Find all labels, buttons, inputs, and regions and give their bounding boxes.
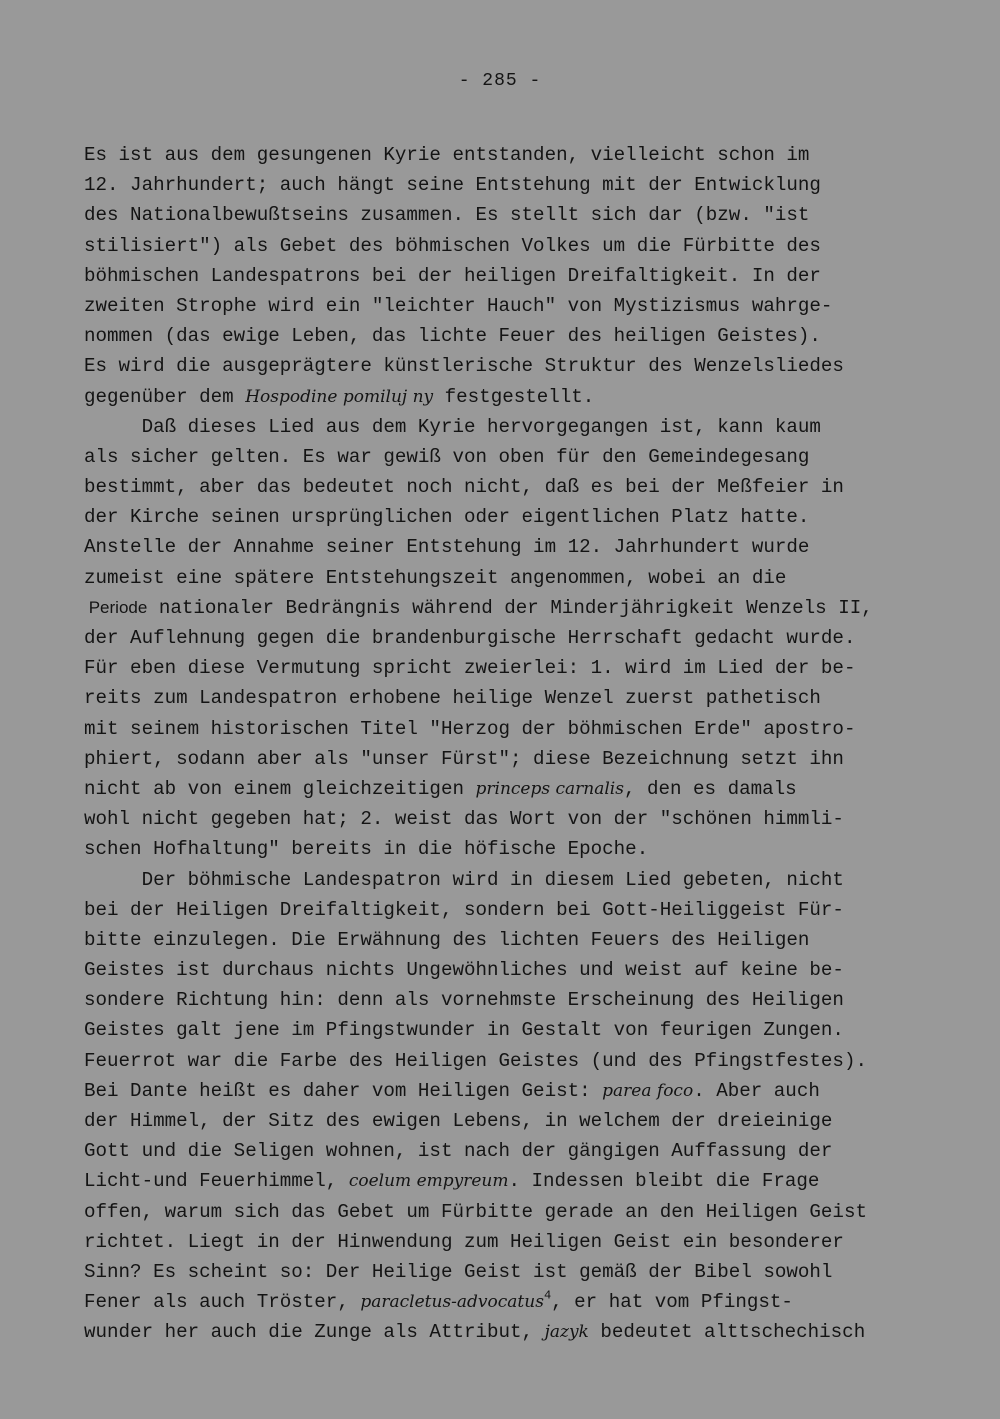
text-line [84,834,924,864]
text-segment: , er hat vom Pfingst- [551,1291,793,1314]
text-segment: der Himmel, der Sitz des ewigen Lebens, in welchem der dreieinige [84,1110,833,1132]
text-line [84,683,924,713]
text-line [84,261,924,291]
text-line [84,1227,924,1257]
text-line [84,895,924,925]
text-line [84,1046,924,1076]
text-line [84,593,924,623]
text-line [84,1106,924,1136]
text-segment: der Kirche seinen ursprünglichen oder eigentlichen Platz hatte. [84,506,810,529]
text-segment: nicht ab von einem gleichzeitigen [84,777,476,800]
text-segment: schen Hofhaltung" bereits in die höfische Epoche. [84,838,649,861]
text-line [84,231,924,261]
text-segment: 12. Jahrhundert; auch hängt seine Entstehung mit der Entwicklung [84,174,821,197]
text-segment: Es ist aus dem gesungenen Kyrie entstanden, vielleicht schon im [84,144,810,166]
text-segment: , den es damals [623,777,797,800]
text-line [84,1136,924,1166]
text-line [84,865,924,895]
text-segment: Licht-und Feuerhimmel, [84,1170,349,1193]
text-segment: festgestellt. [433,385,595,408]
italic-term: Hospodine pomiluj ny [245,386,434,407]
text-line [84,1317,924,1347]
text-segment: Der böhmische Landespatron wird in diesem Lied gebeten, nicht [84,868,844,891]
italic-term: paracletus-advocatus [360,1292,544,1313]
text-line [84,472,924,502]
text-segment: stilisiert") als Gebet des böhmischen Volkes um die Fürbitte des [84,234,821,257]
text-segment: Gott und die Seligen wohnen, ist nach der gängigen Auffassung der [84,1140,833,1163]
text-segment: Bei Dante heißt es daher vom Heiligen Geist: [84,1079,603,1102]
text-segment: zweiten Strophe wird ein "leichter Hauch" von Mystizismus wahrge- [84,294,833,317]
text-segment: bestimmt, aber das bedeutet noch nicht, daß es bei der Meßfeier in [84,476,844,499]
text-line [84,1015,924,1045]
text-segment: mit seinem historischen Titel "Herzog der böhmischen Erde" apostro- [84,717,856,740]
text-segment: bedeutet alttschechisch [588,1321,866,1344]
text-segment: Sinn? Es scheint so: Der Heilige Geist ist gemäß der Bibel sowohl [84,1260,833,1283]
text-line [84,1257,924,1287]
text-line [84,774,924,804]
text-segment: offen, warum sich das Gebet um Fürbitte gerade an den Heiligen Geist [84,1200,867,1223]
text-segment: Anstelle der Annahme seiner Entstehung im 12. Jahrhundert wurde [84,536,810,559]
text-line [84,925,924,955]
text-line [84,563,924,593]
text-line [84,1287,924,1317]
text-line [84,532,924,562]
text-segment: gegenüber dem [84,385,246,408]
italic-term: coelum empyreum [348,1171,509,1192]
italic-term: parea foco [602,1080,694,1101]
text-line [84,623,924,653]
text-segment: zumeist eine spätere Entstehungszeit angenommen, wobei an die [84,566,787,589]
text-segment: Feuerrot war die Farbe des Heiligen Geistes (und des Pfingstfestes). [84,1049,867,1072]
text-segment: Fener als auch Tröster, [84,1291,361,1314]
text-segment: böhmischen Landespatrons bei der heiligen Dreifaltigkeit. In der [84,264,821,287]
text-line [84,140,924,170]
text-line [84,1197,924,1227]
text-segment: bei der Heiligen Dreifaltigkeit, sondern bei Gott-Heiliggeist Für- [84,898,844,921]
italic-term: princeps carnalis [475,778,624,799]
text-line [84,1166,924,1196]
italic-term: jazyk [544,1322,589,1343]
text-line [84,502,924,532]
text-line [84,170,924,200]
text-segment: phiert, sodann aber als "unser Fürst"; diese Bezeichnung setzt ihn [84,747,844,770]
text-line [84,351,924,381]
text-line [84,744,924,774]
text-segment: . Indessen bleibt die Frage [508,1170,820,1193]
text-line [84,291,924,321]
text-line [84,412,924,442]
text-segment: als sicher gelten. Es war gewiß von oben für den Gemeindegesang [84,445,810,468]
text-line [84,653,924,683]
text-segment: nommen (das ewige Leben, das lichte Feuer des heiligen Geistes). [84,325,821,348]
text-segment: wunder her auch die Zunge als Attribut, [84,1321,545,1344]
text-line [84,985,924,1015]
text-line [84,804,924,834]
text-segment: richtet. Liegt in der Hinwendung zum Heiligen Geist ein besonderer [84,1230,844,1253]
text-segment: . Aber auch [693,1079,820,1102]
text-line [84,1076,924,1106]
text-segment: Geistes ist durchaus nichts Ungewöhnliches und weist auf keine be- [84,959,844,982]
text-segment: reits zum Landespatron erhobene heilige Wenzel zuerst pathetisch [84,687,821,710]
text-segment: wohl nicht gegeben hat; 2. weist das Wort von der "schönen himmli- [84,808,844,831]
page-number: - 285 - [458,71,542,91]
text-segment: Geistes galt jene im Pfingstwunder in Gestalt von feurigen Zungen. [84,1019,844,1042]
text-segment: Es wird die ausgeprägtere künstlerische Struktur des Wenzelsliedes [84,355,844,378]
text-segment: Daß dieses Lied aus dem Kyrie hervorgegangen ist, kann kaum [84,415,821,438]
text-line [84,714,924,744]
body-text [84,140,924,1348]
text-segment: Für eben diese Vermutung spricht zweierlei: 1. wird im Lied der be- [84,657,856,680]
text-line [84,200,924,230]
text-segment: bitte einzulegen. Die Erwähnung des lichten Feuers des Heiligen [84,928,810,951]
text-segment: Periode [84,597,148,617]
text-segment: des Nationalbewußtseins zusammen. Es stellt sich dar (bzw. "ist [84,204,810,227]
text-line [84,442,924,472]
text-line [84,321,924,351]
text-segment: der Auflehnung gegen die brandenburgische Herrschaft gedacht wurde. [84,627,856,649]
text-segment: sondere Richtung hin: denn als vornehmste Erscheinung des Heiligen [84,989,844,1012]
text-line [84,955,924,985]
text-line [84,382,924,412]
footnote-marker: 4 [543,1288,552,1303]
text-segment: nationaler Bedrängnis während der Minderjährigkeit Wenzels II, [147,596,873,619]
